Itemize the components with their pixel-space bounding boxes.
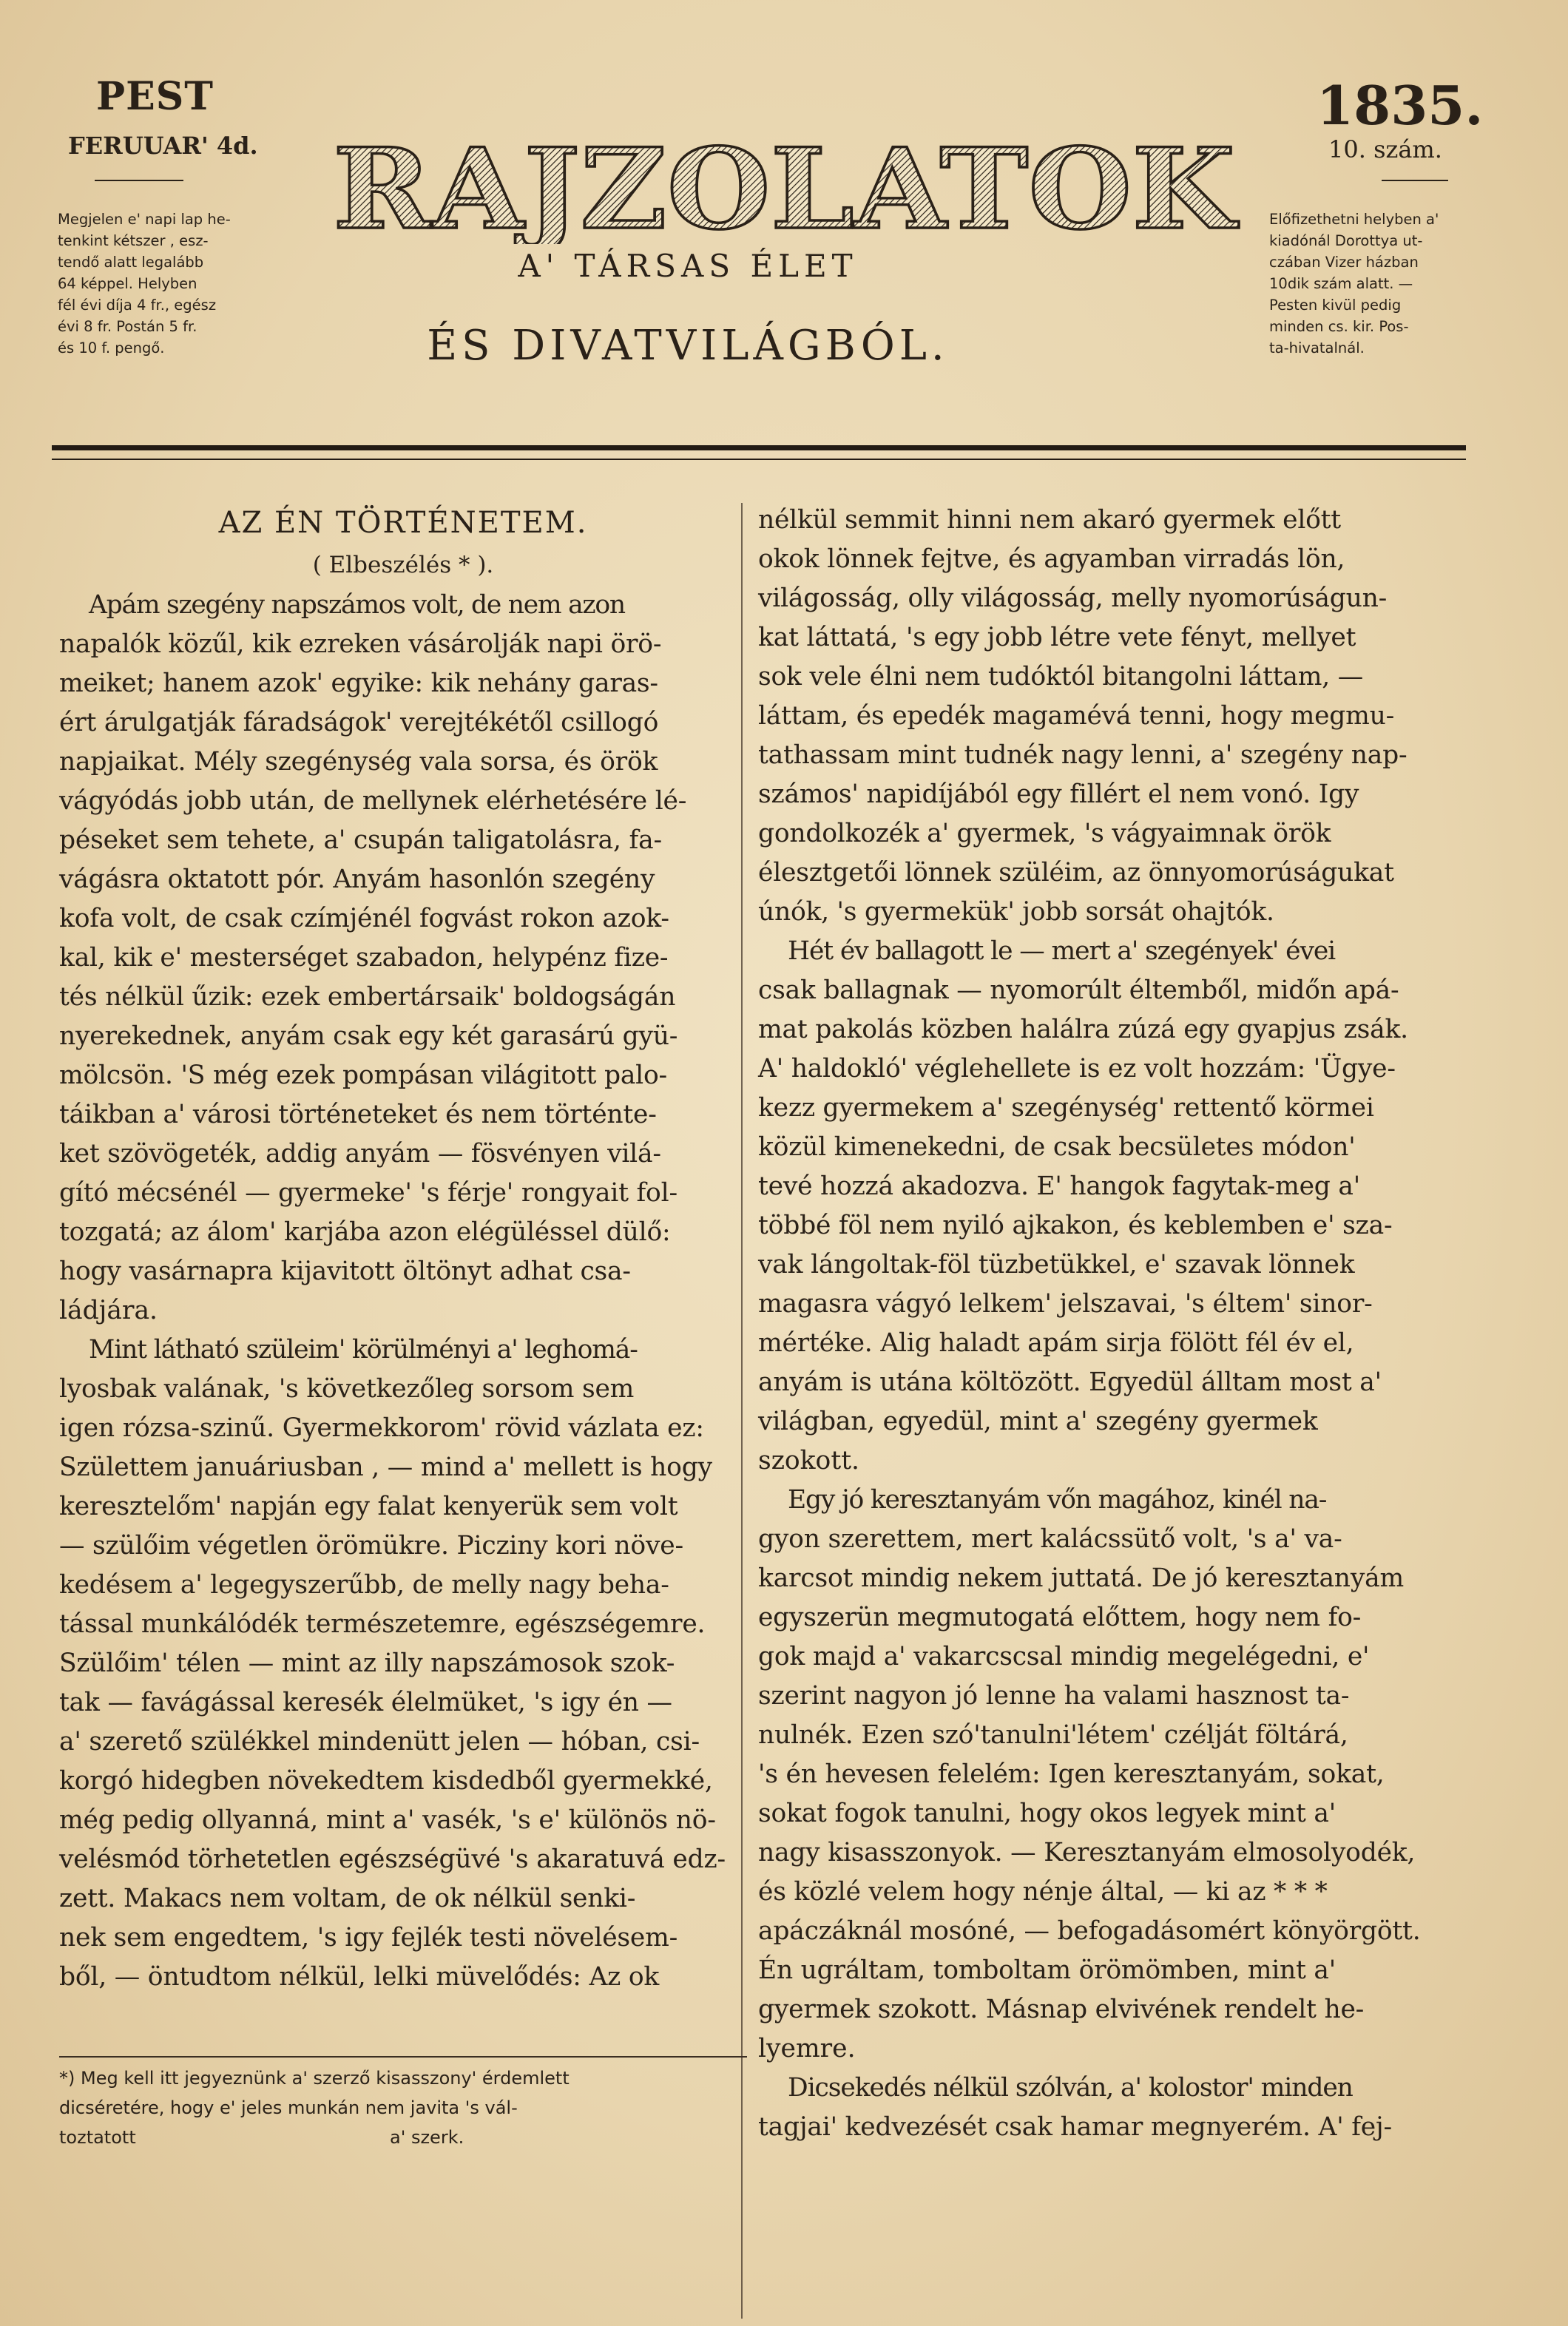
text-line: anyám is utána költözött. Egyedül álltam most a' (758, 1367, 1382, 1397)
text-line: 's én hevesen felelém: Igen keresztanyám, sokat, (758, 1759, 1385, 1789)
header-rule-thick (52, 445, 1466, 450)
text-line: a' szerető szülékkel mindenütt jelen — hóban, csi- (59, 1727, 700, 1757)
article-title: AZ ÉN TÖRTÉNETEM. (218, 506, 588, 540)
text-line: tathassam mint tudnék nagy lenni, a' szegény nap- (758, 740, 1408, 770)
text-line: ből, — öntudtom nélkül, lelki müvelődés: Az ok (59, 1962, 660, 1992)
text-line: karcsot mindig nekem juttatá. De jó keresztanyám (758, 1563, 1404, 1593)
text-line: csak ballagnak — nyomorúlt éltemből, midőn apá- (758, 976, 1399, 1005)
text-line: — szülőim végetlen örömükre. Picziny kori növe- (59, 1531, 683, 1561)
text-line: únók, 's gyermekük' jobb sorsát ohajtók. (758, 897, 1274, 927)
left-divider (95, 180, 183, 181)
footnote-rule (59, 2056, 747, 2058)
text-line: hogy vasárnapra kijavitott öltönyt adhat csa- (59, 1257, 631, 1286)
subtitle-line-2: ÉS DIVATVILÁGBÓL. (427, 322, 949, 370)
text-line: péseket sem tehete, a' csupán taligatolásra, fa- (59, 825, 662, 855)
text-line: Hét év ballagott le — mert a' szegények' évei (788, 936, 1336, 966)
issue-date: FERUUAR' 4d. (68, 132, 258, 160)
text-line: tással munkálódék természetemre, egészségemre. (59, 1609, 706, 1639)
text-line: keresztelőm' napján egy falat kenyerük sem volt (59, 1492, 678, 1521)
article-column-left (59, 501, 747, 1997)
text-line: tagjai' kedvezését csak hamar megnyerém. A' fej- (758, 2112, 1392, 2142)
text-line: gondolkozék a' gyermek, 's vágyaimnak örök (758, 819, 1331, 848)
text-line: sokat fogok tanulni, hogy okos legyek mint a' (758, 1799, 1336, 1828)
text-line: Születtem januáriusban , — mind a' mellett is hogy (59, 1453, 712, 1482)
text-line: igen rózsa-szinű. Gyermekkorom' rövid vázlata ez: (59, 1413, 704, 1443)
text-line: többé föl nem nyiló ajkakon, és keblemben e' sza- (758, 1211, 1393, 1240)
text-line: sok vele élni nem tudóktól bitangolni láttam, — (758, 662, 1364, 692)
text-line: szokott. (758, 1446, 860, 1475)
text-line: világban, egyedül, mint a' szegény gyermek (758, 1407, 1318, 1436)
text-line: kedésem a' legegyszerűbb, de melly nagy beha- (59, 1570, 669, 1600)
text-line: mölcsön. 'S még ezek pompásan világitott palo- (59, 1061, 667, 1090)
text-line: nagy kisasszonyok. — Keresztanyám elmosolyodék, (758, 1838, 1416, 1867)
text-line: vágyódás jobb után, de mellynek elérhetésére lé- (59, 786, 687, 816)
text-line: Dicsekedés nélkül szólván, a' kolostor' minden (788, 2073, 1353, 2103)
text-line: lyosbak valának, 's következőleg sorsom sem (59, 1374, 635, 1404)
text-line: A' haldokló' véglehellete is ez volt hozzám: 'Ügye- (758, 1054, 1396, 1083)
text-line: még pedig ollyanná, mint a' vasék, 's e' különös nö- (59, 1805, 716, 1835)
text-line: gok majd a' vakarcscsal mindig megelégedni, e' (758, 1642, 1370, 1671)
text-line: kat láttatá, 's egy jobb létre vete fényt, mellyet (758, 623, 1356, 652)
text-line: szerint nagyon jó lenne ha valami hasznost ta- (758, 1681, 1350, 1711)
text-line: élesztgetői lönnek szüléim, az önnyomorúságukat (758, 858, 1394, 888)
text-line: kal, kik e' mesterséget szabadon, helypénz fize- (59, 943, 669, 973)
subscription-info-right: Előfizethetni helyben a' kiadónál Dorottya ut- czában Vizer házban 10dik szám alatt. — Pesten kivül pedig minden cs. kir. Pos- ta-hivatalnál. (1269, 211, 1439, 356)
text-line: Én ugráltam, tomboltam örömömben, mint a' (758, 1955, 1336, 1985)
place-name: PEST (96, 74, 214, 119)
text-line: Egy jó keresztanyám vőn magához, kinél na- (788, 1485, 1327, 1515)
text-line: napalók közűl, kik ezreken vásárolják napi örö- (59, 629, 662, 659)
subscription-info-left: Megjelen e' napi lap he- tenkint kétszer , esz- tendő alatt legalább 64 képpel. Helyben fél évi díja 4 fr., egész évi 8 fr. Postán 5 fr. és 10 f. pengő. (58, 211, 231, 356)
column-divider (741, 503, 743, 2319)
text-line: gyermek szokott. Másnap elvivének rendelt he- (758, 1995, 1365, 2024)
text-line: apáczáknál mosóné, — befogadásomért könyörgött. (758, 1916, 1421, 1946)
masthead-title (325, 133, 1243, 244)
text-line: tozgatá; az álom' karjába azon elégüléssel dülő: (59, 1217, 671, 1247)
text-line: nyerekednek, anyám csak egy két garasárú gyü- (59, 1021, 678, 1051)
right-divider (1382, 180, 1448, 181)
text-line: gyon szerettem, mert kalácssütő volt, 's a' va- (758, 1524, 1342, 1554)
text-line: nulnék. Ezen szó'tanulni'létem' czélját föltárá, (758, 1720, 1348, 1750)
text-line: okok lönnek fejtve, és agyamban virradás lön, (758, 544, 1345, 574)
header-rule-thin (52, 459, 1466, 460)
text-line: nélkül semmit hinni nem akaró gyermek előtt (758, 505, 1341, 535)
text-line: tak — favágással keresék élelmüket, 's igy én — (59, 1688, 672, 1717)
text-line: meiket; hanem azok' egyike: kik nehány garas- (59, 669, 658, 698)
text-line: kezz gyermekem a' szegénység' rettentő körmei (758, 1093, 1374, 1123)
text-line: táikban a' városi történeteket és nem történte- (59, 1100, 657, 1129)
article-subtitle: ( Elbeszélés * ). (312, 552, 494, 578)
text-line: lyemre. (758, 2034, 856, 2063)
text-line: mértéke. Alig haladt apám sirja fölött fél év el, (758, 1328, 1354, 1358)
article-column-right (758, 501, 1446, 2147)
article-text-right (758, 501, 1446, 2147)
text-line: és közlé velem hogy nénje által, — ki az * * * (758, 1877, 1328, 1907)
text-line: egyszerün megmutogatá előttem, hogy nem fo- (758, 1603, 1362, 1632)
text-line: gító mécsénél — gyermeke' 's férje' rongyait fol- (59, 1178, 677, 1208)
text-line: Apám szegény napszámos volt, de nem azon (89, 590, 625, 620)
article-text-left (59, 586, 747, 1997)
text-line: napjaikat. Mély szegénység vala sorsa, és örök (59, 747, 658, 777)
text-line: világosság, olly világosság, melly nyomorúságun- (758, 584, 1388, 613)
text-line: ládjára. (59, 1296, 158, 1325)
text-line: magasra vágyó lelkem' jelszavai, 's éltem' sinor- (758, 1289, 1373, 1319)
title-lettering: RAJZOLATOK (333, 133, 1239, 244)
text-line: ket szövögeték, addig anyám — fösvényen vilá- (59, 1139, 661, 1169)
text-line: mat pakolás közben halálra zúzá egy gyapjus zsák. (758, 1015, 1408, 1044)
text-line: tevé hozzá akadozva. E' hangok fagytak-meg a' (758, 1172, 1361, 1201)
text-line: Mint látható szüleim' körülményi a' leghomá- (89, 1335, 638, 1365)
text-line: vak lángoltak-föl tüzbetükkel, e' szavak lönnek (758, 1250, 1355, 1279)
year: 1835. (1317, 74, 1484, 137)
subtitle-line-1: A' TÁRSAS ÉLET (518, 248, 858, 284)
text-line: Szülőim' télen — mint az illy napszámosok szok- (59, 1649, 675, 1678)
text-line: tés nélkül űzik: ezek embertársaik' boldogságán (59, 982, 676, 1012)
text-line: korgó hidegben növekedtem kisdedből gyermekké, (59, 1766, 713, 1796)
text-line: nek sem engedtem, 's igy fejlék testi növelésem- (59, 1923, 678, 1953)
text-line: velésmód törhetetlen egészségüvé 's akaratuvá edz- (59, 1845, 726, 1874)
text-line: vágásra oktatott pór. Anyám hasonlón szegény (59, 865, 655, 894)
footnote: *) Meg kell itt jegyeznünk a' szerző kisasszony' érdemlett dicséretére, hogy e' jeles munkán nem javita 's vál- toztatott a' szerk. (59, 2068, 570, 2148)
text-line: számos' napidíjából egy fillért el nem vonó. Igy (758, 780, 1359, 809)
text-line: közül kimenekedni, de csak becsületes módon' (758, 1132, 1356, 1162)
text-line: ért árulgatják fáradságok' verejtékétől csillogó (59, 708, 659, 737)
text-line: zett. Makacs nem voltam, de ok nélkül senki- (59, 1884, 636, 1913)
issue-number: 10. szám. (1328, 135, 1442, 163)
text-line: láttam, és epedék magamévá tenni, hogy megmu- (758, 701, 1395, 731)
text-line: kofa volt, de csak czímjénél fogvást rokon azok- (59, 904, 669, 933)
